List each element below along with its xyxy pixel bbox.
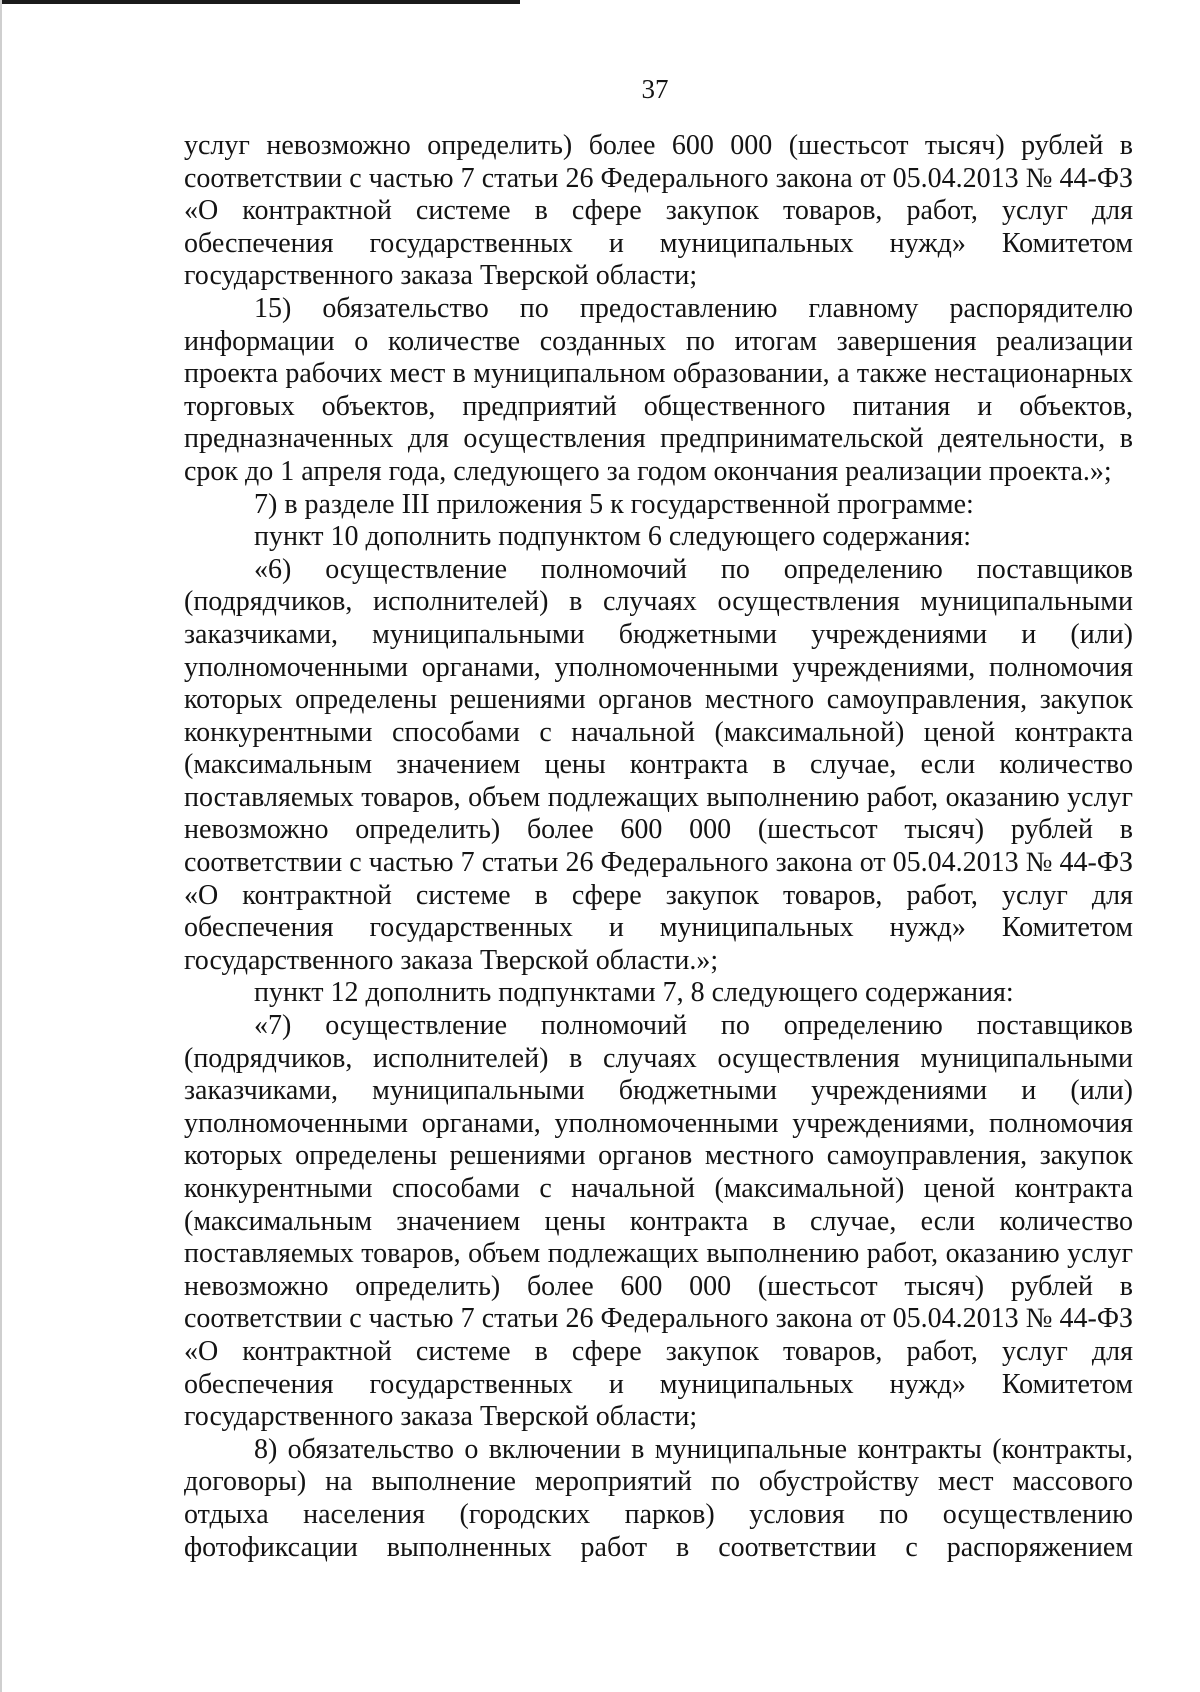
scan-top-edge [0, 0, 520, 4]
scan-left-edge [0, 0, 2, 1692]
paragraph-item-15: 15) обязательство по предоставлению главному распорядителю информации о количестве созданных по итогам завершения реализации проекта рабочих мест в муниципальном образовании, а также нестационарных торговых объектов, предприятий общественного питания и объектов, предназначенных для осуществления предпринимательской деятельности, в срок до 1 апреля года, следующего за годом окончания реализации проекта.»; [184, 292, 1133, 487]
paragraph-item-7: 7) в разделе III приложения 5 к государственной программе: [254, 488, 974, 520]
paragraph-subitem-7: «7) осуществление полномочий по определению поставщиков (подрядчиков, исполнителей) в случаях осуществления муниципальными заказчиками, муниципальными бюджетными учреждениями и (или) уполномоченными органами, уполномоченными учреждениями, полномочия которых определены решениями органов местного самоуправления, закупок конкурентными способами с начальной (максимальной) ценой контракта (максимальным значением цены контракта в случае, если количество поставляемых товаров, объем подлежащих выполнению работ, оказанию услуг невозможно определить) более 600 000 (шестьсот тысяч) рублей в соответствии с частью 7 статьи 26 Федерального закона от 05.04.2013 № 44-ФЗ «О контрактной системе в сфере закупок товаров, работ, услуг для обеспечения государственных и муниципальных нужд» Комитетом государственного заказа Тверской области; [184, 1010, 1133, 1433]
paragraph-subitem-6: «6) осуществление полномочий по определению поставщиков (подрядчиков, исполнителей) в случаях осуществления муниципальными заказчиками, муниципальными бюджетными учреждениями и (или) уполномоченными органами, уполномоченными учреждениями, полномочия которых определены решениями органов местного самоуправления, закупок конкурентными способами с начальной (максимальной) ценой контракта (максимальным значением цены контракта в случае, если количество поставляемых товаров, объем подлежащих выполнению работ, оказанию услуг невозможно определить) более 600 000 (шестьсот тысяч) рублей в соответствии с частью 7 статьи 26 Федерального закона от 05.04.2013 № 44-ФЗ «О контрактной системе в сфере закупок товаров, работ, услуг для обеспечения государственных и муниципальных нужд» Комитетом государственного заказа Тверской области.»; [184, 553, 1133, 976]
paragraph-point-10: пункт 10 дополнить подпунктом 6 следующего содержания: [254, 521, 972, 553]
document-body [184, 130, 1133, 1564]
page-number: 37 [641, 74, 669, 104]
paragraph-point-12: пункт 12 дополнить подпунктами 7, 8 следующего содержания: [254, 977, 1014, 1009]
paragraph-continuation: услуг невозможно определить) более 600 000 (шестьсот тысяч) рублей в соответствии с частью 7 статьи 26 Федерального закона от 05.04.2013 № 44-ФЗ «О контрактной системе в сфере закупок товаров, работ, услуг для обеспечения государственных и муниципальных нужд» Комитетом государственного заказа Тверской области; [184, 130, 1133, 292]
paragraph-subitem-8: 8) обязательство о включении в муниципальные контракты (контракты, договоры) на выполнение мероприятий по обустройству мест массового отдыха населения (городских парков) условия по осуществлению фотофиксации выполненных работ в соответствии с распоряжением [184, 1433, 1133, 1563]
